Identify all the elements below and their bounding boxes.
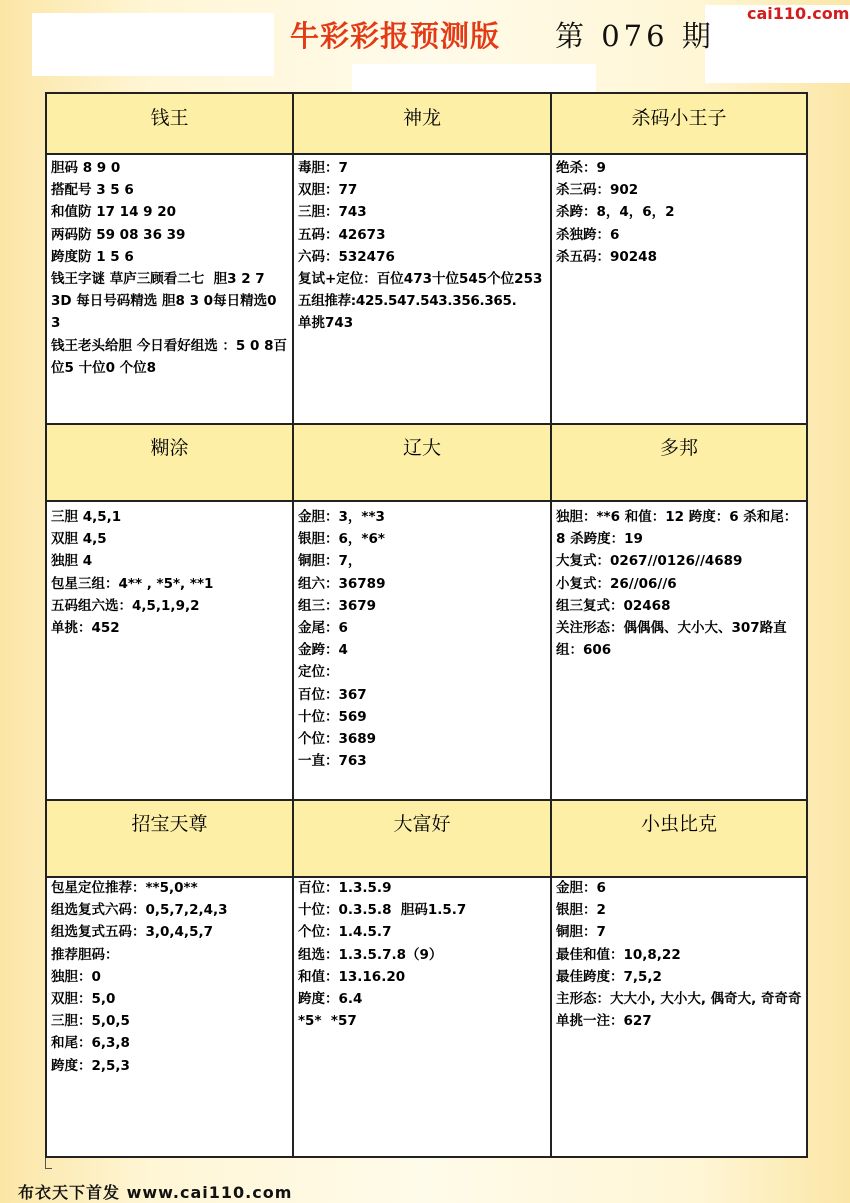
prediction-table: [45, 92, 808, 1158]
row-divider: [47, 799, 806, 801]
column-header: 招宝天尊: [131, 813, 208, 835]
prediction-line: 跨度：6.4: [298, 991, 363, 1008]
column-header: 大富好: [393, 813, 451, 835]
prediction-line: 六码：532476: [298, 248, 395, 265]
site-watermark: cai110.com: [747, 4, 850, 23]
prediction-line: 独胆：0: [51, 968, 101, 985]
column-header: 钱王: [150, 107, 189, 129]
prediction-line: 金尾：6: [298, 620, 348, 637]
column-header: 神龙: [402, 107, 441, 129]
column-header: 小虫比克: [640, 813, 717, 835]
row-divider: [47, 500, 806, 502]
prediction-line: 组选：1.3.5.7.8（9）: [298, 946, 443, 963]
prediction-line: 三胆：743: [298, 204, 367, 221]
predictions-xiaochong-bike: [556, 877, 802, 1032]
prediction-line: 单挑743: [298, 315, 354, 332]
prediction-line: 百位：1.3.5.9: [298, 880, 392, 896]
prediction-line: 双胆 4,5: [51, 531, 107, 548]
prediction-line: 杀独跨：6: [556, 226, 620, 243]
predictions-hutu: [51, 506, 289, 639]
prediction-line: 独胆：**6 和值：12 跨度：6 杀和尾：8 杀跨度：19: [556, 509, 798, 548]
prediction-line: 银胆：6，*6*: [298, 531, 385, 548]
prediction-line: 小复式：26//06//6: [556, 575, 677, 592]
prediction-line: 十位：569: [298, 708, 367, 725]
row-divider: [47, 423, 806, 425]
prediction-line: 组三复式：02468: [556, 597, 671, 614]
prediction-line: 推荐胆码：: [51, 946, 119, 963]
blank-panel-middle: [352, 64, 596, 92]
prediction-line: 金胆：6: [556, 880, 606, 896]
predictions-shenlong: [298, 157, 548, 335]
blank-panel-left: [32, 13, 274, 76]
prediction-line: 杀五码：90248: [556, 248, 657, 265]
prediction-line: 杀跨：8，4，6，2: [556, 204, 675, 221]
column-header: 辽大: [402, 437, 441, 459]
prediction-line: 组三：3679: [298, 597, 377, 614]
prediction-line: 3D 每日号码精选 胆8 3 0每日精选0 3: [51, 293, 282, 332]
predictions-qianwang: [51, 157, 289, 379]
prediction-line: 五码：42673: [298, 226, 386, 243]
prediction-line: 钱王字谜 草庐三顾看二七 胆3 2 7: [51, 271, 265, 288]
prediction-line: 五码组六选：4,5,1,9,2: [51, 597, 200, 614]
prediction-line: 独胆 4: [51, 553, 93, 570]
predictions-liaoda: [298, 506, 548, 772]
prediction-line: 包星三组：4** , *5*, **1: [51, 575, 214, 592]
prediction-line: 个位：3689: [298, 731, 377, 748]
prediction-line: 百位：367: [298, 686, 367, 703]
page-title: 牛彩彩报预测版: [290, 19, 501, 53]
prediction-line: 毒胆：7: [298, 160, 348, 176]
prediction-line: 组选复式五码：3,0,4,5,7: [51, 924, 213, 941]
prediction-line: 大复式：0267//0126//4689: [556, 553, 743, 570]
prediction-line: 银胆：2: [556, 902, 606, 919]
prediction-line: 最佳和值：10,8,22: [556, 946, 681, 963]
prediction-line: 两码防 59 08 36 39: [51, 226, 186, 243]
row-divider: [47, 153, 806, 155]
column-header: 多邦: [659, 437, 698, 459]
predictions-dafuhao: [298, 877, 548, 1032]
corner-mark: [45, 1158, 52, 1169]
prediction-line: 绝杀：9: [556, 160, 606, 176]
prediction-line: 胆码 8 9 0: [51, 160, 121, 176]
prediction-line: 单挑一注：627: [556, 1013, 652, 1030]
prediction-line: 双胆：5,0: [51, 991, 116, 1008]
prediction-line: 主形态：大大小, 大小大, 偶奇大, 奇奇奇: [556, 991, 802, 1008]
predictions-zhaobao-tianzun: [51, 877, 289, 1077]
prediction-line: 五组推荐:425.547.543.356.365.: [298, 293, 517, 310]
prediction-line: 个位：1.4.5.7: [298, 924, 392, 941]
column-divider: [292, 94, 294, 1156]
prediction-line: 铜胆：7，: [298, 553, 362, 570]
issue-number: 第 076 期: [555, 19, 715, 53]
prediction-line: 和尾：6,3,8: [51, 1035, 130, 1052]
prediction-line: 组六：36789: [298, 575, 386, 592]
prediction-line: *5* *57: [298, 1013, 357, 1030]
predictions-duobang: [556, 506, 802, 661]
footer-credit: 布衣天下首发 www.cai110.com: [18, 1183, 293, 1202]
prediction-line: 包星定位推荐：**5,0**: [51, 880, 198, 896]
prediction-line: 三胆 4,5,1: [51, 509, 122, 525]
predictions-shama-xiaowangzi: [556, 157, 802, 268]
prediction-line: 复试+定位：百位473十位545个位253: [298, 271, 543, 288]
prediction-line: 十位：0.3.5.8 胆码1.5.7: [298, 902, 467, 919]
prediction-line: 定位：: [298, 664, 339, 681]
prediction-line: 组选复式六码：0,5,7,2,4,3: [51, 902, 228, 919]
prediction-line: 关注形态：偶偶偶、大小大、307路直组：606: [556, 620, 787, 659]
column-header: 糊涂: [150, 437, 189, 459]
column-header: 杀码小王子: [631, 107, 727, 129]
prediction-line: 跨度防 1 5 6: [51, 248, 134, 265]
column-divider: [550, 94, 552, 1156]
prediction-line: 双胆：77: [298, 182, 358, 199]
prediction-line: 跨度：2,5,3: [51, 1057, 130, 1074]
prediction-line: 铜胆：7: [556, 924, 606, 941]
prediction-line: 和值防 17 14 9 20: [51, 204, 177, 221]
prediction-line: 搭配号 3 5 6: [51, 182, 134, 199]
prediction-line: 金跨：4: [298, 642, 348, 659]
prediction-line: 杀三码：902: [556, 182, 639, 199]
prediction-line: 金胆：3，**3: [298, 509, 385, 525]
prediction-line: 和值：13.16.20: [298, 968, 406, 985]
prediction-line: 单挑：452: [51, 620, 120, 637]
prediction-line: 一直：763: [298, 753, 367, 770]
prediction-line: 最佳跨度：7,5,2: [556, 968, 662, 985]
prediction-line: 三胆：5,0,5: [51, 1013, 130, 1030]
prediction-line: 钱王老头给胆 今日看好组选 ：5 0 8百位5 十位0 个位8: [51, 337, 287, 376]
